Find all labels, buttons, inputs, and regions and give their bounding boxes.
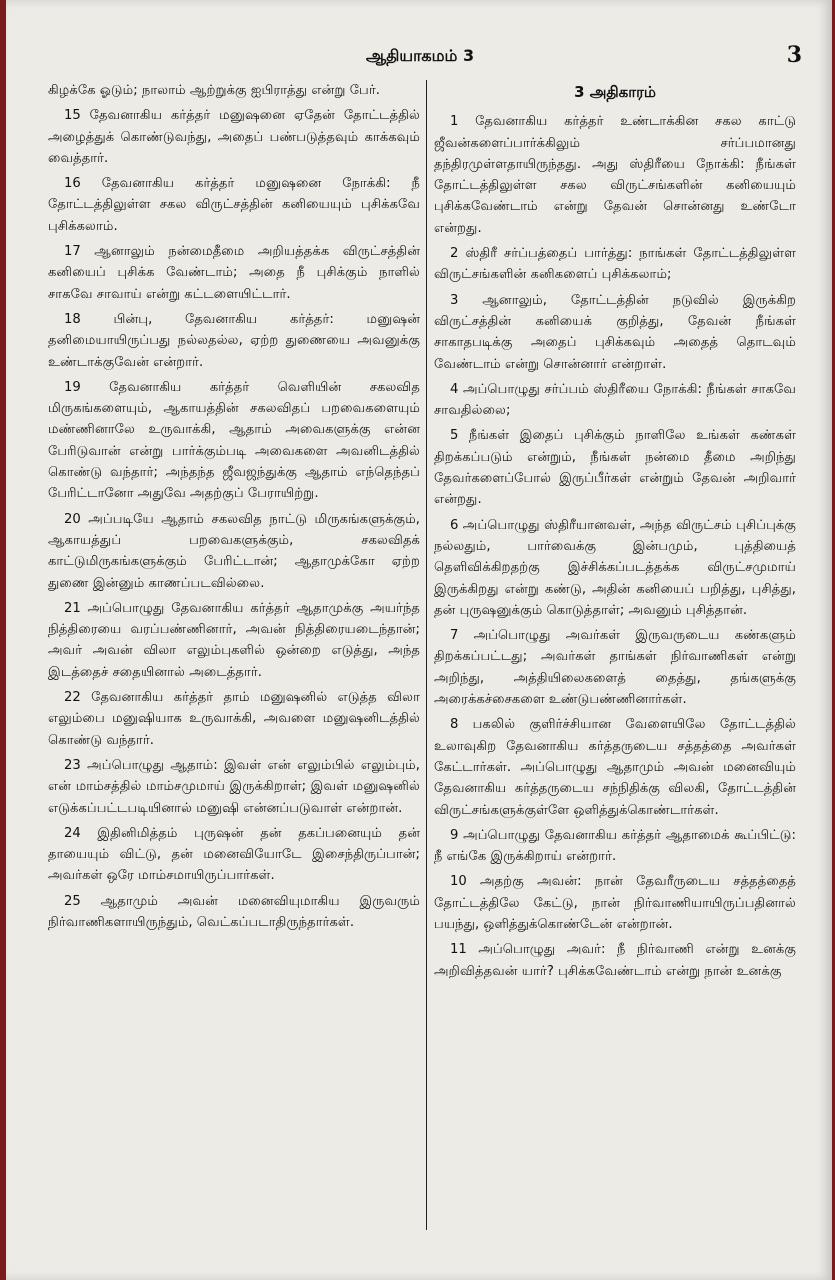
- verse-paragraph: 20 அப்படியே ஆதாம் சகலவித நாட்டு மிருகங்களுக்கும், ஆகாயத்துப் பறவைகளுக்கும், சகலவிதக் காட்டுமிருகங்களுக்கும் பேரிட்டான்; ஆதாமுக்கோ ஏற்ற துணை இன்னும் காணப்படவில்லை.: [48, 511, 420, 591]
- verse-paragraph: 4 அப்பொழுது சர்ப்பம் ஸ்திரீயை நோக்கி: நீங்கள் சாகவே சாவதில்லை;: [434, 381, 796, 419]
- verse-paragraph: 24 இதினிமித்தம் புருஷன் தன் தகப்பனையும் தன் தாயையும் விட்டு, தன் மனைவியோடே இசைந்திருப்பான்; அவர்கள் ஒரே மாம்சமாயிருப்பார்கள்.: [48, 825, 420, 884]
- page-header: [6, 42, 832, 76]
- verse-paragraph: 22 தேவனாகிய கர்த்தர் தாம் மனுஷனில் எடுத்த விலா எலும்பை மனுஷியாக உருவாக்கி, அவளை மனுஷனிடத்தில் கொண்டு வந்தார்.: [48, 690, 420, 748]
- verse-paragraph: 9 அப்பொழுது தேவனாகிய கர்த்தர் ஆதாமைக் கூப்பிட்டு: நீ எங்கே இருக்கிறாய் என்றார்.: [434, 827, 796, 865]
- left-column: [48, 80, 420, 1230]
- verse-paragraph: 16 தேவனாகிய கர்த்தர் மனுஷனை நோக்கி: நீ தோட்டத்திலுள்ள சகல விருட்சத்தின் கனியையும் புசிக்கவே புசிக்கலாம்.: [48, 176, 420, 234]
- verse-paragraph: 5 நீங்கள் இதைப் புசிக்கும் நாளிலே உங்கள் கண்கள் திறக்கப்படும் என்றும், நீங்கள் நன்மை தீமை அறிந்து தேவர்களைப்போல் இருப்பீர்கள் என்றும் தேவன் அறிவார் என்றது.: [434, 428, 796, 508]
- verse-paragraph: 17 ஆனாலும் நன்மைதீமை அறியத்தக்க விருட்சத்தின் கனியைப் புசிக்க வேண்டாம்; அதை நீ புசிக்கும் நாளில் சாகவே சாவாய் என்று கட்டளையிட்டார்.: [48, 244, 420, 302]
- verse-paragraph: 25 ஆதாமும் அவன் மனைவியுமாகிய இருவரும் நிர்வாணிகளாயிருந்தும், வெட்கப்படாதிருந்தார்கள்.: [48, 893, 420, 930]
- verse-paragraph: 11 அப்பொழுது அவர்: நீ நிர்வாணி என்று உனக்கு அறிவித்தவன் யார்? புசிக்கவேண்டாம் என்று நான் உனக்கு: [434, 942, 796, 979]
- verse-paragraph: 3 ஆனாலும், தோட்டத்தின் நடுவில் இருக்கிற விருட்சத்தின் கனியைக் குறித்து, தேவன் நீங்கள் சாகாதபடிக்கு அதைப் புசிக்கவும் அதைத் தொடவும் வேண்டாம் என்று சொன்னார் என்றாள்.: [434, 292, 796, 372]
- verse-paragraph: 6 அப்பொழுது ஸ்திரீயானவள், அந்த விருட்சம் புசிப்புக்கு நல்லதும், பார்வைக்கு இன்பமும், புத்தியைத் தெளிவிக்கிறதற்கு இச்சிக்கப்படத்தக்க விருட்சமுமாய் இருக்கிறது என்று கண்டு, அதின் கனியைப் பறித்து, புசித்து, தன் புருஷனுக்கும் கொடுத்தாள்; அவனும் புசித்தான்.: [434, 517, 796, 618]
- right-column: [434, 80, 796, 1230]
- running-title: ஆதியாகமம் 3: [366, 46, 475, 65]
- verse-paragraph: 23 அப்பொழுது ஆதாம்: இவள் என் எலும்பில் எலும்பும், என் மாம்சத்தில் மாம்சமுமாய் இருக்கிறாள்; இவள் மனுஷனில் எடுக்கப்பட்டபடியினால் மனுஷி என்னப்படுவாள் என்றான்.: [48, 757, 420, 816]
- book-page: [6, 0, 832, 1280]
- verse-paragraph: 1 தேவனாகிய கர்த்தர் உண்டாக்கின சகல காட்டு ஜீவன்களைப்பார்க்கிலும் சர்ப்பமானது தந்திரமுள்ளதாயிருந்தது. அது ஸ்திரீயை நோக்கி: நீங்கள் தோட்டத்திலுள்ள சகல விருட்சங்களின் கனியையும் புசிக்கவேண்டாம் என்று தேவன் சொன்னது உண்டோ என்றது.: [434, 114, 796, 236]
- verse-paragraph: 21 அப்பொழுது தேவனாகிய கர்த்தர் ஆதாமுக்கு அயர்ந்த நித்திரையை வரப்பண்ணினார், அவன் நித்திரையடைந்தான்; அவர் அவன் விலா எலும்புகளில் ஒன்றை எடுத்து, அந்த இடத்தைச் சதையினால் அடைத்தார்.: [48, 600, 420, 680]
- column-divider: [426, 80, 427, 1230]
- chapter-heading: 3 அதிகாரம்: [574, 83, 656, 101]
- verse-paragraph: 18 பின்பு, தேவனாகிய கர்த்தர்: மனுஷன் தனிமையாயிருப்பது நல்லதல்ல, ஏற்ற துணையை அவனுக்கு உண்டாக்குவேன் என்றார்.: [48, 311, 420, 370]
- verse-paragraph: 10 அதற்கு அவன்: நான் தேவரீருடைய சத்தத்தைத் தோட்டத்திலே கேட்டு, நான் நிர்வாணியாயிருப்பதினால் பயந்து, ஒளித்துக்கொண்டேன் என்றான்.: [434, 874, 796, 932]
- verse-paragraph: 8 பகலில் குளிர்ச்சியான வேளையிலே தோட்டத்தில் உலாவுகிற தேவனாகிய கர்த்தருடைய சத்தத்தை அவர்கள் கேட்டார்கள். அப்பொழுது ஆதாமும் அவன் மனைவியும் தேவனாகிய கர்த்தருடைய சந்நிதிக்கு விலகி, தோட்டத்தின் விருட்சங்களுக்குள்ளே ஒளித்துக்கொண்டார்கள்.: [434, 717, 796, 818]
- verse-paragraph: 2 ஸ்திரீ சர்ப்பத்தைப் பார்த்து: நாங்கள் தோட்டத்திலுள்ள விருட்சங்களின் கனிகளைப் புசிக்கலாம்;: [434, 246, 796, 283]
- verse-paragraph: 15 தேவனாகிய கர்த்தர் மனுஷனை ஏதேன் தோட்டத்தில் அழைத்துக் கொண்டுவந்து, அதைப் பண்படுத்தவும் காக்கவும் வைத்தார்.: [48, 108, 420, 166]
- verse-paragraph: 19 தேவனாகிய கர்த்தர் வெளியின் சகலவித மிருகங்களையும், ஆகாயத்தின் சகலவிதப் பறவைகளையும் மண்ணினாலே உருவாக்கி, ஆதாம் அவைகளுக்கு என்ன பேரிடுவான் என்று பார்க்கும்படி அவைகளை அவனிடத்தில் கொண்டு வந்தார்; அந்தந்த ஜீவஜந்துக்கு ஆதாம் எந்தெந்தப் பேரிட்டானோ அதுவே அதற்குப் பேராயிற்று.: [48, 379, 420, 502]
- page-number: 3: [786, 42, 802, 68]
- verse-paragraph: கிழக்கே ஓடும்; நாலாம் ஆற்றுக்கு ஐபிராத்து என்று பேர்.: [48, 83, 380, 98]
- verse-paragraph: 7 அப்பொழுது அவர்கள் இருவருடைய கண்களும் திறக்கப்பட்டது; அவர்கள் தாங்கள் நிர்வாணிகள் என்று அறிந்து, அத்தியிலைகளைத் தைத்து, தங்களுக்கு அரைக்கச்சைகளை உண்டுபண்ணினார்கள்.: [434, 628, 796, 708]
